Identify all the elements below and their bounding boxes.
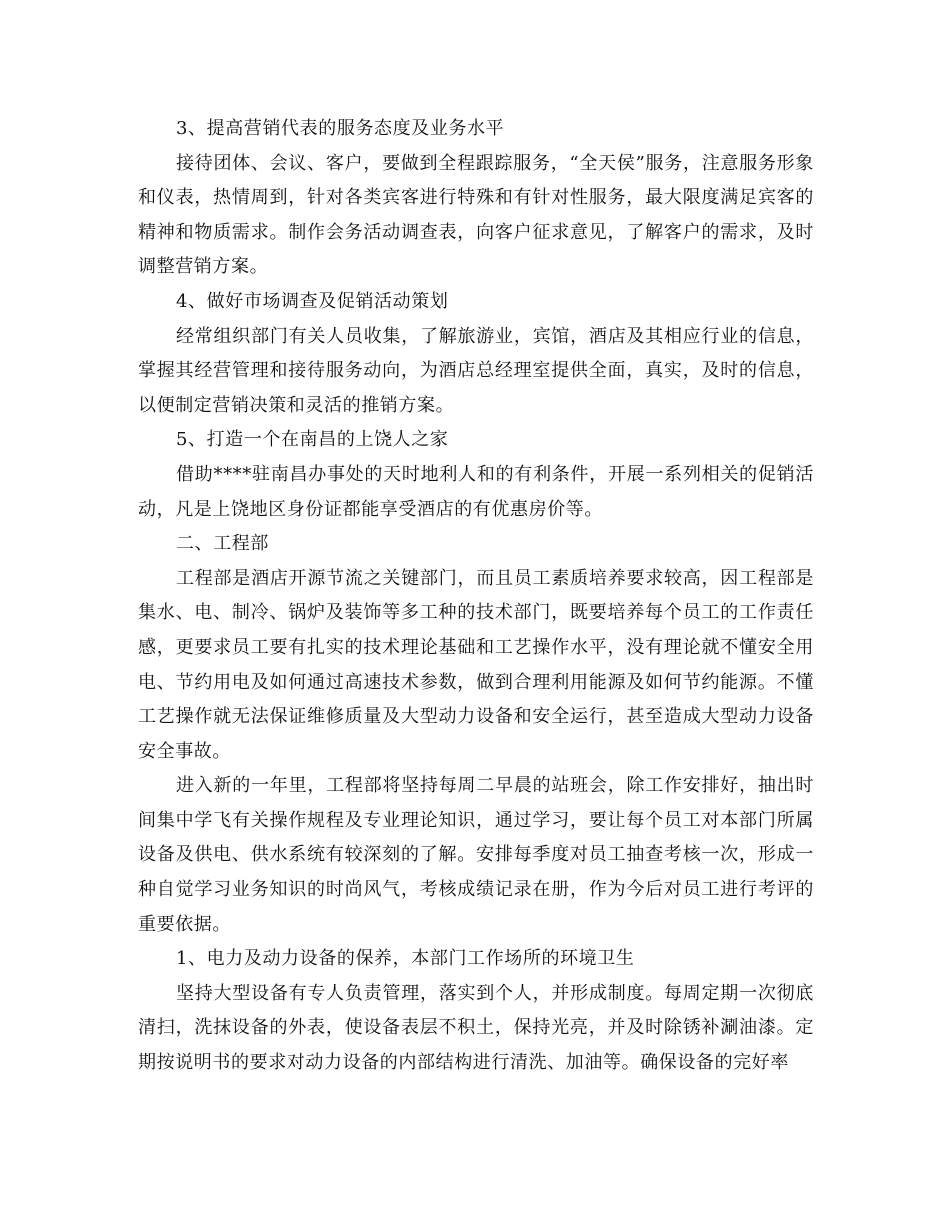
heading-equipment-maintenance: 1、电力及动力设备的保养，本部门工作场所的环境卫生	[176, 948, 635, 970]
paragraph-engineering-dept: 工程部是酒店开源节流之关键部门，而且员工素质培养要求较高，因工程部是集水、电、制冷、锅炉及装饰等多工种的技术部门，既要培养每个员工的工作责任感，更要求员工要有扎实的技术理论基础和工艺操作水平，没有理论就不懂安全用电、节约用电及如何通过高速技术参数，做到合理利用能源及如何节约能源。不懂工艺操作就无法保证维修质量及大型动力设备和安全运行，甚至造成大型动力设备安全事故。	[138, 567, 814, 762]
document-body	[138, 112, 814, 1081]
paragraph-market-research: 经常组织部门有关人员收集，了解旅游业，宾馆，酒店及其相应行业的信息，掌握其经营管理和接待服务动向，为酒店总经理室提供全面，真实，及时的信息，以便制定营销决策和灵活的推销方案。	[138, 325, 814, 416]
heading-shangrao-home: 5、打造一个在南昌的上饶人之家	[176, 429, 449, 451]
paragraph-equipment-maintenance: 坚持大型设备有专人负责管理，落实到个人，并形成制度。每周定期一次彻底清扫，洗抹设备的外表，使设备表层不积土，保持光亮，并及时除锈补涮油漆。定期按说明书的要求对动力设备的内部结构进行清洗、加油等。确保设备的完好率	[138, 982, 814, 1074]
paragraph-new-year-plan: 进入新的一年里，工程部将坚持每周二早晨的站班会，除工作安排好，抽出时间集中学飞有关操作规程及专业理论知识，通过学习，要让每个员工对本部门所属设备及供电、供水系统有较深刻的了解。安排每季度对员工抽查考核一次，形成一种自觉学习业务知识的时尚风气，考核成绩记录在册，作为今后对员工进行考评的重要依据。	[138, 775, 814, 935]
heading-market-research: 4、做好市场调查及促销活动策划	[176, 290, 449, 312]
heading-marketing-service: 3、提高营销代表的服务态度及业务水平	[176, 118, 505, 139]
heading-engineering-dept: 二、工程部	[176, 533, 269, 555]
paragraph-reception-service: 接待团体、会议、客户，要做到全程跟踪服务，“全天侯”服务，注意服务形象和仪表，热情周到，针对各类宾客进行特殊和有针对性服务，最大限度满足宾客的精神和物质需求。制作会务活动调查表，向客户征求意见，了解客户的需求，及时调整营销方案。	[138, 152, 814, 278]
paragraph-shangrao-home: 借助****驻南昌办事处的天时地利人和的有利条件，开展一系列相关的促销活动，凡是上饶地区身份证都能享受酒店的有优惠房价等。	[138, 463, 814, 520]
